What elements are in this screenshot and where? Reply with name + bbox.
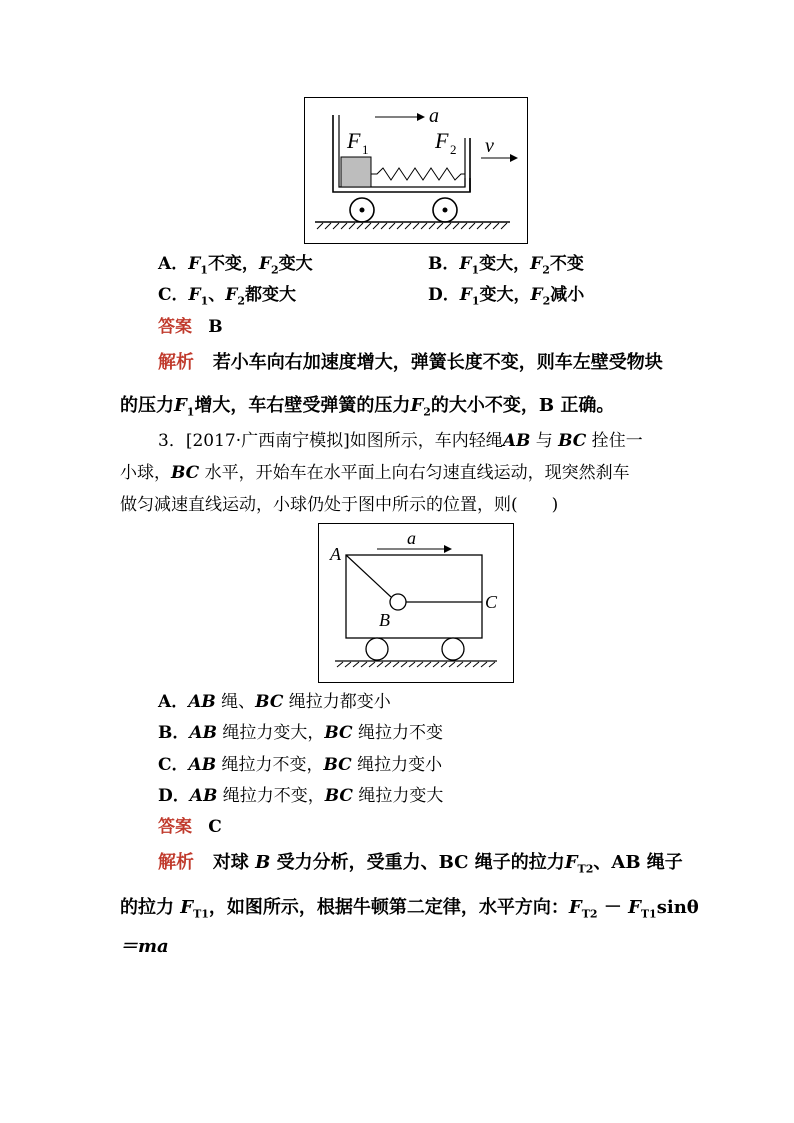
explanation-text: 对球 — [212, 852, 249, 873]
q3-option-a[interactable] — [158, 691, 391, 713]
q2-explanation-line1 — [158, 352, 663, 374]
option-text: 不变 — [549, 254, 584, 274]
rope-bc: BC — [324, 723, 353, 743]
stem-text: 水平，开始车在水平面上向右匀速直线运动，现突然刹车 — [204, 463, 630, 483]
ball-cart-diagram — [319, 524, 513, 682]
explanation-text: 增大，车右壁受弹簧的压力 — [194, 395, 411, 416]
rope-bc: BC — [558, 431, 587, 451]
option-text: 绳拉力都变小 — [288, 692, 391, 712]
force-f1: F — [459, 254, 472, 274]
force-f2: F — [530, 285, 543, 305]
q2-option-c[interactable] — [158, 284, 296, 312]
explanation-text: ，如图所示，根据牛顿第二定律，水平方向： — [208, 897, 569, 918]
answer-value: B — [208, 317, 223, 337]
force-ft2: F — [564, 852, 578, 873]
option-text: 变大 — [278, 254, 313, 274]
point-c-label: C — [485, 592, 498, 612]
f2-sub: 2 — [450, 142, 457, 157]
stem-text: 小球， — [120, 463, 171, 483]
q3-explanation-line2 — [120, 897, 699, 926]
option-letter: D． — [428, 285, 460, 305]
force-f2: F — [225, 285, 238, 305]
rope-ab: AB — [502, 431, 531, 451]
force-f1: F — [459, 285, 472, 305]
explanation-label: 解析 — [158, 352, 194, 373]
sub: 1 — [186, 405, 195, 419]
force-f2: F — [530, 254, 543, 274]
rope-bc: BC — [255, 692, 284, 712]
sub: 1 — [471, 294, 480, 308]
sub: 2 — [237, 294, 245, 308]
option-text: 绳拉力不变， — [222, 786, 325, 806]
force-f1: F — [188, 285, 201, 305]
f2-label: F — [435, 128, 449, 153]
option-text: 绳拉力变小 — [357, 755, 443, 775]
sub: T2 — [581, 907, 598, 921]
accel-label: a — [429, 105, 439, 127]
force-f1: F — [188, 254, 201, 274]
stem-text: 3．[2017·广西南宁模拟]如图所示，车内轻绳 — [158, 431, 503, 451]
answer-value: C — [208, 817, 222, 837]
spring-cart-figure — [304, 97, 528, 244]
point-a-label: A — [330, 544, 341, 564]
spring-cart-diagram — [305, 98, 527, 243]
q3-answer — [158, 816, 222, 838]
sub: 2 — [542, 294, 551, 308]
q2-explanation-line2 — [120, 395, 614, 424]
rope-bc: BC — [323, 755, 352, 775]
option-letter: C． — [158, 755, 189, 775]
q3-explanation-line3 — [120, 936, 169, 958]
option-text: 绳、 — [221, 692, 256, 712]
option-letter: A． — [158, 692, 189, 712]
option-letter: C． — [158, 285, 189, 305]
rope-bc: BC — [324, 786, 353, 806]
q3-stem-line2 — [120, 462, 630, 484]
sin-theta: sinθ — [656, 897, 699, 918]
rope-ab: AB — [189, 723, 217, 743]
sub: 1 — [200, 263, 208, 277]
sub: T1 — [640, 907, 657, 921]
force-ft2: F — [568, 897, 582, 918]
option-letter: B． — [428, 254, 460, 274]
explanation-text: 的拉力 — [120, 897, 174, 918]
rope-bc: BC — [171, 463, 200, 483]
option-letter: D． — [158, 786, 190, 806]
stem-text: 做匀减速直线运动，小球仍处于图中所示的位置，则( ) — [120, 495, 559, 515]
explanation-text: 的大小不变，B 正确。 — [430, 395, 615, 416]
explanation-text: 若小车向右加速度增大，弹簧长度不变，则车左壁受物块 — [212, 352, 663, 373]
force-f2: F — [258, 254, 272, 274]
explanation-label: 解析 — [158, 852, 194, 873]
equation-rhs: ＝ma — [120, 936, 169, 957]
sub: 1 — [200, 294, 209, 308]
force-ft1: F — [628, 897, 641, 918]
option-text: 变大， — [479, 254, 531, 274]
option-letter: A． — [158, 254, 189, 274]
explanation-text: 的压力 — [120, 395, 174, 416]
point-b-label: B — [379, 610, 390, 630]
rope-ab: AB — [188, 692, 216, 712]
q3-explanation-line1 — [158, 852, 683, 881]
option-text: 绳拉力变大 — [358, 786, 444, 806]
ball-cart-figure — [318, 523, 514, 683]
q3-option-b[interactable] — [158, 722, 443, 744]
minus-sign: － — [603, 897, 622, 918]
a-label: a — [407, 528, 416, 548]
force-f: F — [174, 395, 187, 416]
sub: T2 — [577, 862, 594, 876]
explanation-text: 受力分析，受重力、BC 绳子的拉力 — [276, 852, 565, 873]
force-f: F — [410, 395, 424, 416]
q3-option-c[interactable] — [158, 754, 442, 776]
explanation-text: 、AB 绳子 — [593, 852, 683, 873]
q2-option-d[interactable] — [428, 284, 584, 312]
option-text: 都变大 — [245, 285, 296, 305]
rope-ab: AB — [188, 755, 217, 775]
sub: 2 — [271, 263, 279, 277]
q2-option-b[interactable] — [428, 253, 584, 281]
answer-label: 答案 — [158, 317, 192, 337]
sub: T1 — [193, 907, 209, 921]
f1-label: F — [347, 128, 361, 153]
q3-stem-line3 — [120, 494, 558, 516]
option-text: 绳拉力不变， — [221, 755, 324, 775]
option-letter: B． — [158, 723, 190, 743]
option-text: 、 — [208, 285, 226, 305]
rope-ab: AB — [189, 786, 218, 806]
q2-option-a[interactable] — [158, 253, 313, 281]
q3-stem-line1 — [158, 430, 643, 452]
option-text: 变大， — [479, 285, 531, 305]
option-text: 绳拉力变大， — [222, 723, 325, 743]
stem-text: 与 — [535, 431, 553, 451]
option-text: 减小 — [550, 285, 585, 305]
answer-label: 答案 — [158, 817, 192, 837]
q3-option-d[interactable] — [158, 785, 443, 807]
stem-text: 拴住一 — [591, 431, 643, 451]
option-text: 绳拉力不变 — [357, 723, 443, 743]
option-text: 不变， — [207, 254, 259, 274]
sub: 2 — [423, 405, 431, 419]
q2-answer — [158, 316, 223, 338]
v-label: v — [485, 135, 494, 157]
force-ft1: F — [180, 897, 194, 918]
sub: 1 — [471, 263, 480, 277]
f1-sub: 1 — [362, 142, 369, 157]
sub: 2 — [542, 263, 550, 277]
ball-b: B — [255, 852, 271, 873]
